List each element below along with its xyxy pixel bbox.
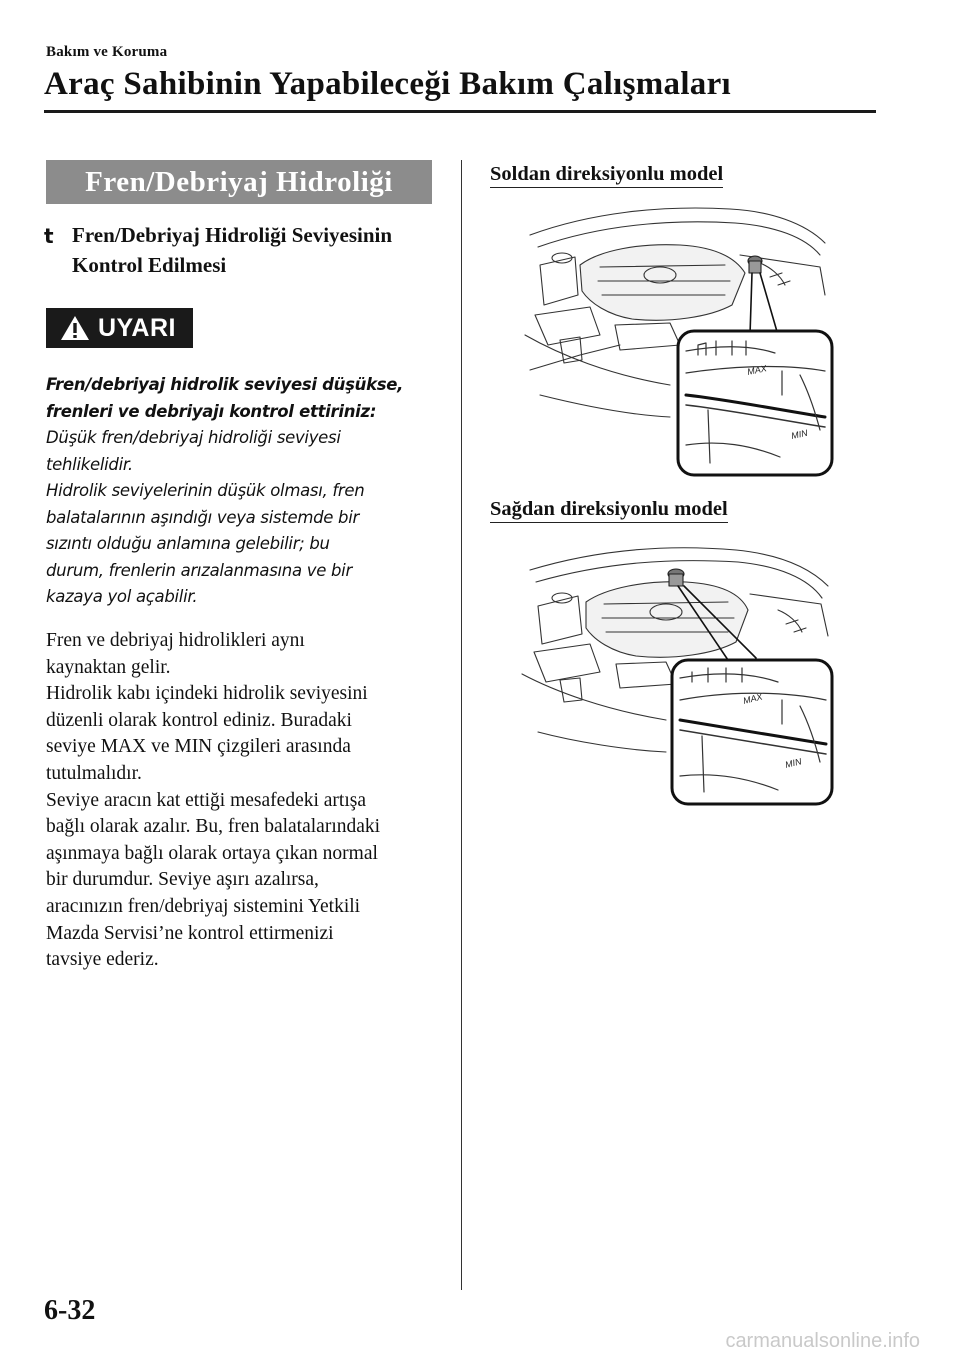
- body-line: tutulmalıdır.: [46, 762, 142, 784]
- body-line: kaynaktan gelir.: [46, 656, 171, 678]
- max-mark: MAX: [746, 363, 768, 377]
- figure-label-lhd: Soldan direksiyonlu model: [490, 163, 723, 188]
- warning-line: sızıntı olduğu anlamına gelebilir; bu: [46, 534, 330, 553]
- body-line: bir durumdur. Seviye aşırı azalırsa,: [46, 869, 319, 891]
- body-line: Mazda Servisi’ne kontrol ettirmenizi: [46, 922, 334, 944]
- warning-bold-line: frenleri ve debriyajı kontrol ettiriniz:: [46, 401, 377, 421]
- body-line: aracınızın fren/debriyaj sistemini Yetkili: [46, 895, 361, 917]
- body-line: tavsiye ederiz.: [46, 949, 159, 971]
- engine-bay-illustration-rhd: [516, 540, 840, 810]
- max-mark: MAX: [742, 691, 764, 706]
- header-rule: [44, 110, 876, 113]
- subheading: Fren/Debriyaj Hidroliği Seviyesinin Kontrol Edilmesi: [72, 223, 393, 277]
- warning-line: Hidrolik seviyelerinin düşük olması, fren: [46, 481, 365, 500]
- reservoir-zoom-callout: [672, 660, 832, 804]
- warning-text: [46, 372, 426, 611]
- body-line: aşınmaya bağlı olarak ortaya çıkan normal: [46, 842, 378, 864]
- warning-line: durum, frenlerin arızalanmasına ve bir: [46, 560, 352, 580]
- body-line: bağlı olarak azalır. Bu, fren balatalarındaki: [46, 816, 381, 838]
- warning-line: balatalarının aşındığı veya sistemde bir: [46, 507, 359, 527]
- warning-line: tehlikelidir.: [46, 454, 133, 474]
- subheading-bullet: t: [44, 224, 54, 248]
- warning-badge: [46, 308, 193, 348]
- page-number: 6-32: [44, 1295, 96, 1326]
- figure-label-rhd: Sağdan direksiyonlu model: [490, 498, 728, 523]
- warning-line: kazaya yol açabilir.: [46, 587, 198, 606]
- body-line: Hidrolik kabı içindeki hidrolik seviyesini: [46, 683, 368, 705]
- watermark: carmanualsonline.info: [725, 1330, 920, 1352]
- page-title: Araç Sahibinin Yapabileceği Bakım Çalışmaları: [44, 66, 732, 102]
- engine-bay-illustration-lhd: [520, 195, 840, 480]
- reservoir-zoom-callout: [678, 331, 832, 475]
- warning-line: Düşük fren/debriyaj hidroliği seviyesi: [46, 428, 341, 447]
- chapter-kicker: Bakım ve Koruma: [46, 44, 168, 60]
- min-mark: MIN: [790, 427, 809, 441]
- warning-triangle-icon: [60, 315, 90, 341]
- body-line: Fren ve debriyaj hidrolikleri aynı: [46, 630, 305, 651]
- body-line: seviye MAX ve MIN çizgileri arasında: [46, 736, 351, 758]
- body-line: Seviye aracın kat ettiği mesafedeki artışa: [46, 789, 366, 811]
- body-line: düzenli olarak kontrol ediniz. Buradaki: [46, 709, 352, 731]
- section-banner: Fren/Debriyaj Hidroliği: [46, 160, 432, 204]
- body-text: [46, 628, 436, 974]
- min-mark: MIN: [784, 756, 803, 770]
- warning-bold-line: Fren/debriyaj hidrolik seviyesi düşükse,: [46, 375, 404, 394]
- column-divider: [461, 160, 462, 1290]
- warning-label: UYARI: [98, 313, 176, 342]
